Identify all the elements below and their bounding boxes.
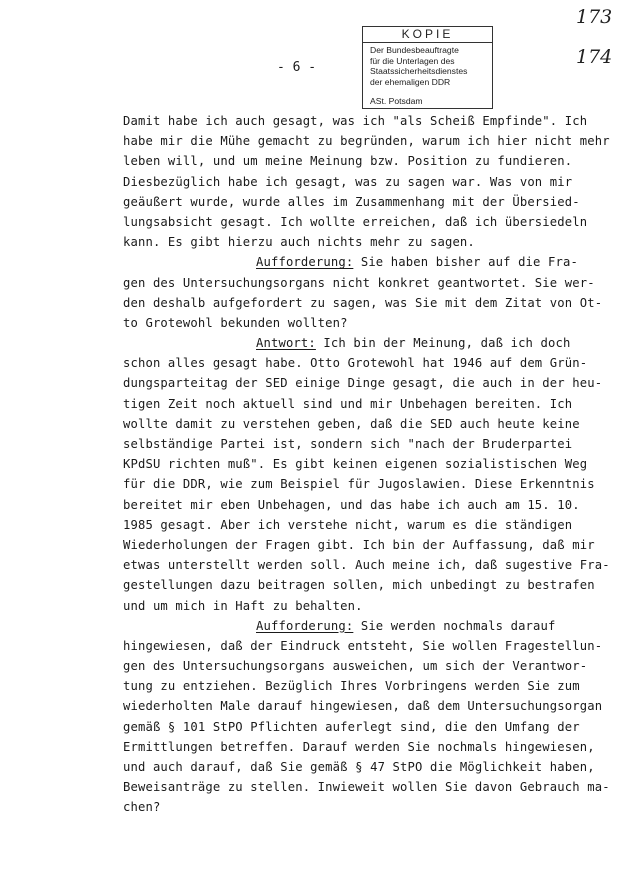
- speaker-label: Antwort:: [256, 336, 316, 351]
- line-text: schon alles gesagt habe. Otto Grotewohl hat 1946 auf dem Grün-: [123, 356, 588, 371]
- text-line: [123, 232, 631, 252]
- text-line: [123, 131, 631, 151]
- stamp-line: Der Bundesbeauftragte: [370, 45, 459, 55]
- line-text: geäußert wurde, wurde alles im Zusammenhang mit der Übersied-: [123, 194, 580, 209]
- speaker-label: Aufforderung:: [256, 618, 354, 633]
- line-text: für die DDR, wie zum Beispiel für Jugoslawien. Diese Erkenntnis: [123, 477, 595, 492]
- line-text: KPdSU richten muß". Es gibt keinen eigenen sozialistischen Weg: [123, 457, 588, 472]
- line-text: Wiederholungen der Fragen gibt. Ich bin der Auffassung, daß mir: [123, 537, 595, 552]
- line-text: Beweisanträge zu stellen. Inwieweit wollen Sie davon Gebrauch ma-: [123, 780, 610, 795]
- line-text: gestellungen dazu beitragen sollen, mich unbedingt zu bestrafen: [123, 578, 595, 593]
- transcript-body: [123, 111, 631, 818]
- line-text: wollte damit zu verstehen geben, daß die SED auch heute keine: [123, 416, 580, 431]
- line-text: den deshalb aufgefordert zu sagen, was Sie mit dem Zitat von Ot-: [123, 295, 603, 310]
- text-line: [123, 797, 631, 817]
- line-text: habe mir die Mühe gemacht zu begründen, warum ich hier nicht mehr: [123, 134, 610, 149]
- line-text: tigen Zeit noch aktuell sind und mir Unbehagen bereiten. Ich: [123, 396, 573, 411]
- speaker-label: Aufforderung:: [256, 255, 354, 270]
- line-text: lungsabsicht gesagt. Ich wollte erreichen, daß ich übersiedeln: [123, 214, 588, 229]
- line-text: to Grotewohl bekunden wollten?: [123, 315, 348, 330]
- text-line: [123, 535, 631, 555]
- line-text: Sie haben bisher auf die Fra-: [353, 255, 578, 270]
- text-line: [123, 696, 631, 716]
- line-text: chen?: [123, 800, 161, 815]
- line-text: Diesbezüglich habe ich gesagt, was zu sagen war. Was von mir: [123, 174, 573, 189]
- text-line: [123, 636, 631, 656]
- text-line: [123, 737, 631, 757]
- text-line: [123, 777, 631, 797]
- text-line: [123, 656, 631, 676]
- line-text: gen des Untersuchungsorgans nicht konkret geantwortet. Sie wer-: [123, 275, 595, 290]
- line-text: gen des Untersuchungsorgans ausweichen, um sich der Verantwor-: [123, 659, 588, 674]
- stamp-line: Staatssicherheitsdienstes: [370, 66, 468, 77]
- line-text: dungsparteitag der SED einige Dinge gesagt, die auch in der heu-: [123, 376, 603, 391]
- stamp-line: der ehemaligen DDR: [370, 76, 451, 87]
- text-line: [123, 575, 631, 595]
- text-line: [123, 596, 631, 616]
- text-line: [123, 515, 631, 535]
- line-text: Damit habe ich auch gesagt, was ich "als Scheiß Empfinde". Ich: [123, 114, 588, 128]
- text-line: [123, 151, 631, 171]
- handwritten-page-number-alt: 174: [576, 46, 613, 68]
- stamp-line: für die Unterlagen des: [370, 55, 455, 66]
- text-line: [123, 757, 631, 777]
- text-line: [123, 616, 631, 636]
- text-line: [123, 414, 631, 434]
- text-line: [123, 313, 631, 333]
- line-text: gemäß § 101 StPO Pflichten auferlegt sind, die den Umfang der: [123, 719, 580, 734]
- text-line: [123, 273, 631, 293]
- text-line: [123, 373, 631, 393]
- line-text: tung zu entziehen. Bezüglich Ihres Vorbringens werden Sie zum: [123, 679, 580, 694]
- line-text: 1985 gesagt. Aber ich verstehe nicht, warum es die ständigen: [123, 517, 573, 532]
- line-text: bereitet mir eben Unbehagen, und das habe ich auch am 15. 10.: [123, 497, 580, 512]
- line-text: und um mich in Haft zu behalten.: [123, 598, 363, 613]
- text-line: [123, 353, 631, 373]
- text-line: [123, 454, 631, 474]
- line-text: selbständige Partei ist, sondern sich "nach der Bruderpartei: [123, 437, 573, 451]
- handwritten-page-number: 173: [576, 6, 613, 28]
- text-line: [123, 717, 631, 737]
- text-line: [123, 474, 631, 494]
- text-line: [123, 495, 631, 515]
- line-text: etwas unterstellt werden soll. Auch meine ich, daß sugestive Fra-: [123, 558, 610, 573]
- line-text: Sie werden nochmals darauf: [353, 618, 556, 633]
- line-text: hingewiesen, daß der Eindruck entsteht, Sie wollen Fragestellun-: [123, 638, 603, 653]
- text-line: [123, 434, 631, 454]
- line-text: und auch darauf, daß Sie gemäß § 47 StPO die Möglichkeit haben,: [123, 760, 595, 774]
- text-line: [123, 676, 631, 696]
- text-line: [123, 333, 631, 353]
- line-text: Ich bin der Meinung, daß ich doch: [315, 336, 571, 351]
- stamp-title: KOPIE: [363, 27, 492, 43]
- text-line: [123, 172, 631, 192]
- text-line: [123, 212, 631, 232]
- line-text: kann. Es gibt hierzu auch nichts mehr zu sagen.: [123, 235, 475, 250]
- text-line: [123, 394, 631, 414]
- stamp-place: ASt. Potsdam: [370, 96, 423, 106]
- line-text: leben will, und um meine Meinung bzw. Position zu fundieren.: [123, 154, 573, 169]
- text-line: [123, 192, 631, 212]
- archive-stamp: [362, 26, 493, 109]
- text-line: [123, 111, 631, 131]
- text-line: [123, 555, 631, 575]
- text-line: [123, 293, 631, 313]
- stamp-lines: [363, 43, 492, 87]
- text-line: [123, 252, 631, 272]
- page-number: - 6 -: [277, 60, 317, 75]
- line-text: wiederholten Male darauf hingewiesen, daß dem Untersuchungsorgan: [123, 699, 603, 714]
- line-text: Ermittlungen betreffen. Darauf werden Sie nochmals hingewiesen,: [123, 739, 595, 754]
